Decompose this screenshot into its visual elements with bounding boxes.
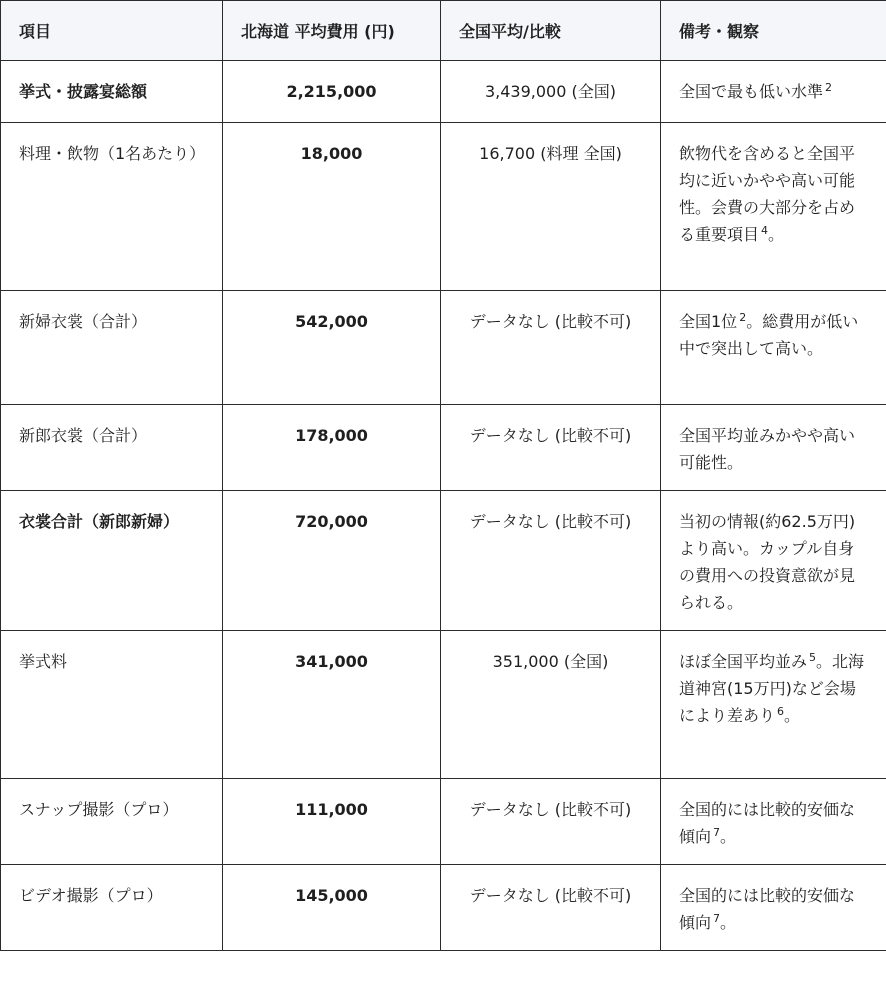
table-header-row — [1, 1, 886, 61]
note-tail: 。 — [720, 913, 737, 932]
cell-national: 16,700 (料理 全国) — [441, 123, 661, 291]
cell-hokkaido-cost: 2,215,000 — [223, 61, 441, 123]
cell-note — [661, 491, 886, 631]
cell-item: 衣裳合計（新郎新婦） — [1, 491, 223, 631]
table-row — [1, 865, 886, 951]
header-national-comparison: 全国平均/比較 — [441, 1, 661, 61]
cell-hokkaido-cost: 18,000 — [223, 123, 441, 291]
note-text: 全国的には比較的安価な傾向 — [679, 800, 856, 846]
cell-item: 料理・飲物（1名あたり） — [1, 123, 223, 291]
footnote-ref[interactable]: 6 — [777, 704, 785, 718]
cell-national: データなし (比較不可) — [441, 491, 661, 631]
note-tail: 。 — [784, 706, 801, 725]
cell-note — [661, 631, 886, 779]
cell-item: 新婦衣裳（合計） — [1, 291, 223, 405]
cell-note — [661, 779, 886, 865]
table-row — [1, 491, 886, 631]
note-text: 全国で最も低い水準 — [679, 82, 824, 101]
cell-note — [661, 61, 886, 123]
cell-national: データなし (比較不可) — [441, 291, 661, 405]
note-tail: 。総費用が低い中で突出して高い。 — [679, 312, 859, 358]
note-text: 全国的には比較的安価な傾向 — [679, 886, 856, 932]
note-text: 全国1位 — [679, 312, 738, 331]
header-hokkaido-cost: 北海道 平均費用 (円) — [223, 1, 441, 61]
footnote-ref[interactable]: 2 — [825, 80, 833, 94]
cell-national: 3,439,000 (全国) — [441, 61, 661, 123]
note-text: ほぼ全国平均並み — [679, 652, 808, 671]
table-row — [1, 405, 886, 491]
cell-item: 新郎衣裳（合計） — [1, 405, 223, 491]
table-row — [1, 61, 886, 123]
cell-hokkaido-cost: 720,000 — [223, 491, 441, 631]
cell-note — [661, 291, 886, 405]
cell-national: データなし (比較不可) — [441, 779, 661, 865]
cell-hokkaido-cost: 145,000 — [223, 865, 441, 951]
cell-note — [661, 405, 886, 491]
cell-national: データなし (比較不可) — [441, 865, 661, 951]
table-row — [1, 631, 886, 779]
note-text: 当初の情報(約62.5万円)より高い。カップル自身の費用への投資意欲が見られる。 — [679, 512, 856, 612]
cell-item: ビデオ撮影（プロ） — [1, 865, 223, 951]
footnote-ref[interactable]: 2 — [739, 310, 747, 324]
footnote-ref[interactable]: 4 — [761, 223, 769, 237]
cell-note — [661, 865, 886, 951]
note-tail: 。 — [768, 225, 785, 244]
cell-item: スナップ撮影（プロ） — [1, 779, 223, 865]
table-row — [1, 291, 886, 405]
cell-item: 挙式・披露宴総額 — [1, 61, 223, 123]
note-tail: 。 — [720, 827, 737, 846]
table-row — [1, 779, 886, 865]
cell-hokkaido-cost: 542,000 — [223, 291, 441, 405]
note-tail: 。北海道神宮(15万円)など会場により差あり — [679, 652, 865, 725]
table-row — [1, 123, 886, 291]
footnote-ref[interactable]: 7 — [713, 825, 721, 839]
cell-national: データなし (比較不可) — [441, 405, 661, 491]
cell-hokkaido-cost: 341,000 — [223, 631, 441, 779]
cell-item: 挙式料 — [1, 631, 223, 779]
footnote-ref[interactable]: 5 — [809, 650, 817, 664]
header-notes: 備考・観察 — [661, 1, 886, 61]
cell-hokkaido-cost: 178,000 — [223, 405, 441, 491]
cell-national: 351,000 (全国) — [441, 631, 661, 779]
cell-hokkaido-cost: 111,000 — [223, 779, 441, 865]
note-text: 全国平均並みかやや高い可能性。 — [679, 426, 856, 472]
header-item: 項目 — [1, 1, 223, 61]
footnote-ref[interactable]: 7 — [713, 911, 721, 925]
cell-note — [661, 123, 886, 291]
note-text: 飲物代を含めると全国平均に近いかやや高い可能性。会費の大部分を占める重要項目 — [679, 144, 856, 244]
